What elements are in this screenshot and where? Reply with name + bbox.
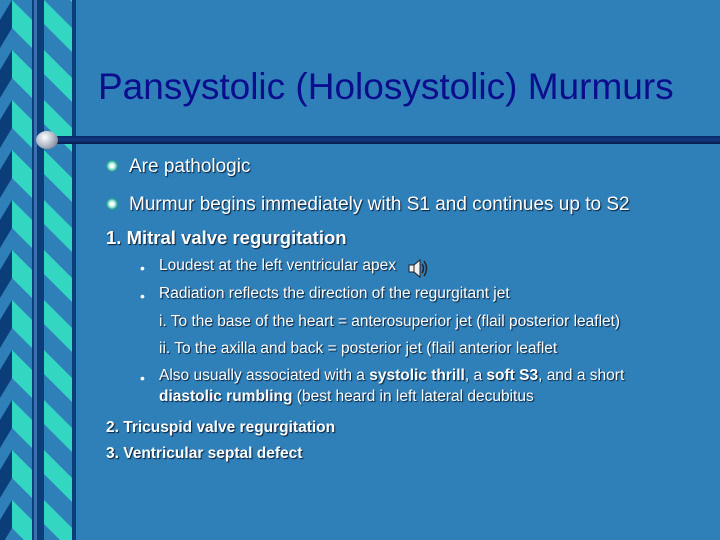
bullet-are-pathologic: Are pathologic — [129, 156, 251, 177]
sub-item-base: i. To the base of the heart = anterosuperior jet (flail posterior leaflet) — [159, 313, 621, 330]
rule-knob — [36, 131, 58, 149]
title-underline — [46, 136, 720, 144]
bullet-dot: • — [140, 370, 145, 386]
slide-title: Pansystolic (Holosystolic) Murmurs — [98, 66, 674, 107]
term-soft-s3: soft S3 — [486, 367, 539, 384]
item-radiation: Radiation reflects the direction of the regurgitant jet — [159, 285, 510, 302]
item-loudest: Loudest at the left ventricular apex — [159, 257, 396, 274]
item-also-associated-cont: diastolic rumbling (best heard in left lateral decubitus — [159, 388, 534, 405]
bullet-murmur-timing: Murmur begins immediately with S1 and continues up to S2 — [129, 194, 630, 215]
term-systolic-thrill: systolic thrill — [369, 367, 465, 384]
bullet-icon — [106, 198, 118, 210]
section-vsd-heading: 3. Ventricular septal defect — [106, 445, 303, 462]
section-mitral-heading: 1. Mitral valve regurgitation — [106, 227, 347, 248]
item-also-associated: Also usually associated with a systolic thrill, a soft S3, and a short — [159, 367, 625, 384]
section-tricuspid-heading: 2. Tricuspid valve regurgitation — [106, 419, 336, 436]
speaker-icon[interactable] — [406, 257, 428, 279]
bullet-dot: • — [140, 260, 145, 276]
decorative-left-band — [0, 0, 80, 540]
sub-item-axilla: ii. To the axilla and back = posterior jet (flail anterior leaflet — [159, 340, 558, 357]
bullet-icon — [106, 160, 118, 172]
term-diastolic-rumbling: diastolic rumbling — [159, 388, 293, 405]
bullet-dot: • — [140, 288, 145, 304]
